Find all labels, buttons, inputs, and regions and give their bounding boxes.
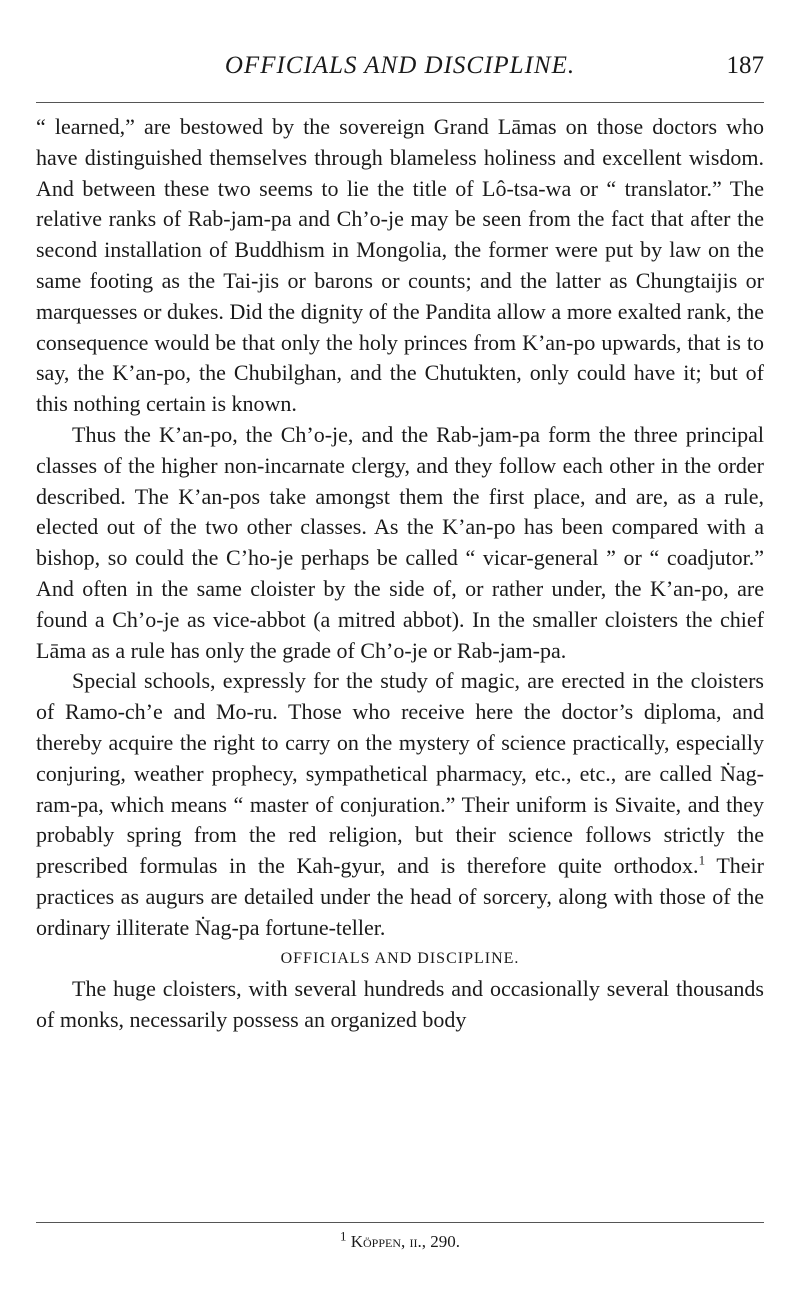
paragraph-3 (36, 666, 764, 943)
section-heading: OFFICIALS AND DISCIPLINE. (280, 949, 520, 967)
page-header (36, 52, 764, 92)
closing-paragraph: The huge cloisters, with several hundreds and occasionally several thousands of monks, necessarily possess an organized body (36, 976, 764, 1033)
footnote (0, 1228, 800, 1252)
page-number: 187 (726, 52, 764, 79)
body-text (36, 112, 764, 1036)
paragraph-3-continuation: Their practices as augurs are detailed under the head of sorcery, along with those of the ordinary illiterate Ṅag-pa fortune-teller. (36, 853, 764, 940)
paragraph-1: “ learned,” are bestowed by the sovereign Grand Lāmas on those doctors who have distinguished themselves through blameless holiness and excellent wisdom. And between these two seems to lie the title of Lô-tsa-wa or “ translator.” The relative ranks of Rab-jam-pa and Ch’o-je may be seen from the fact that after the second installation of Buddhism in Mongolia, the former were put by law on the same footing as the Tai-jis or barons or counts; and the latter as Chungtaijis or marquesses or dukes. Did the dignity of the Pandita allow a more exalted rank, the consequence would be that only the holy princes from K’an-po upwards, that is to say, the K’an-po, the Chubilghan, and the Chutukten, only could have it; but of this nothing certain is known. (36, 114, 764, 417)
footnote-marker: 1 (698, 852, 706, 868)
running-head: OFFICIALS AND DISCIPLINE. (224, 52, 576, 79)
paragraph-3-text: Special schools, expressly for the study of magic, are erected in the cloisters of Ramo-ch’e and Mo-ru. Those who receive here the doctor’s diploma, and thereby acquire the right to carry on the mystery of science practically, especially conjuring, weather prophecy, sympathetical pharmacy, etc., etc., are called Ṅag-ram-pa, which means “ master of conjuration.” Their uniform is Sivaite, and they probably spring from the red religion, but their science follows strictly the prescribed formulas in the Kah-gyur, and is therefore quite orthodox. (36, 668, 764, 879)
footnote-number: 1 (339, 1228, 347, 1244)
footnote-rule (36, 1222, 764, 1223)
header-rule (36, 102, 764, 103)
paragraph-2: Thus the K’an-po, the Ch’o-je, and the Rab-jam-pa form the three principal classes of the higher non-incarnate clergy, and they follow each other in the order described. The K’an-pos take amongst them the first place, and are, as a rule, elected out of the two other classes. As the K’an-po has been compared with a bishop, so could the C’ho-je perhaps be called “ vicar-general ” or “ coadjutor.” And often in the same cloister by the side of, or rather under, the K’an-po, are found a Ch’o-je as vice-abbot (a mitred abbot). In the smaller cloisters the chief Lāma as a rule has only the grade of Ch’o-je or Rab-jam-pa. (36, 421, 764, 663)
footnote-text: Köppen, ii., 290. (350, 1232, 461, 1251)
